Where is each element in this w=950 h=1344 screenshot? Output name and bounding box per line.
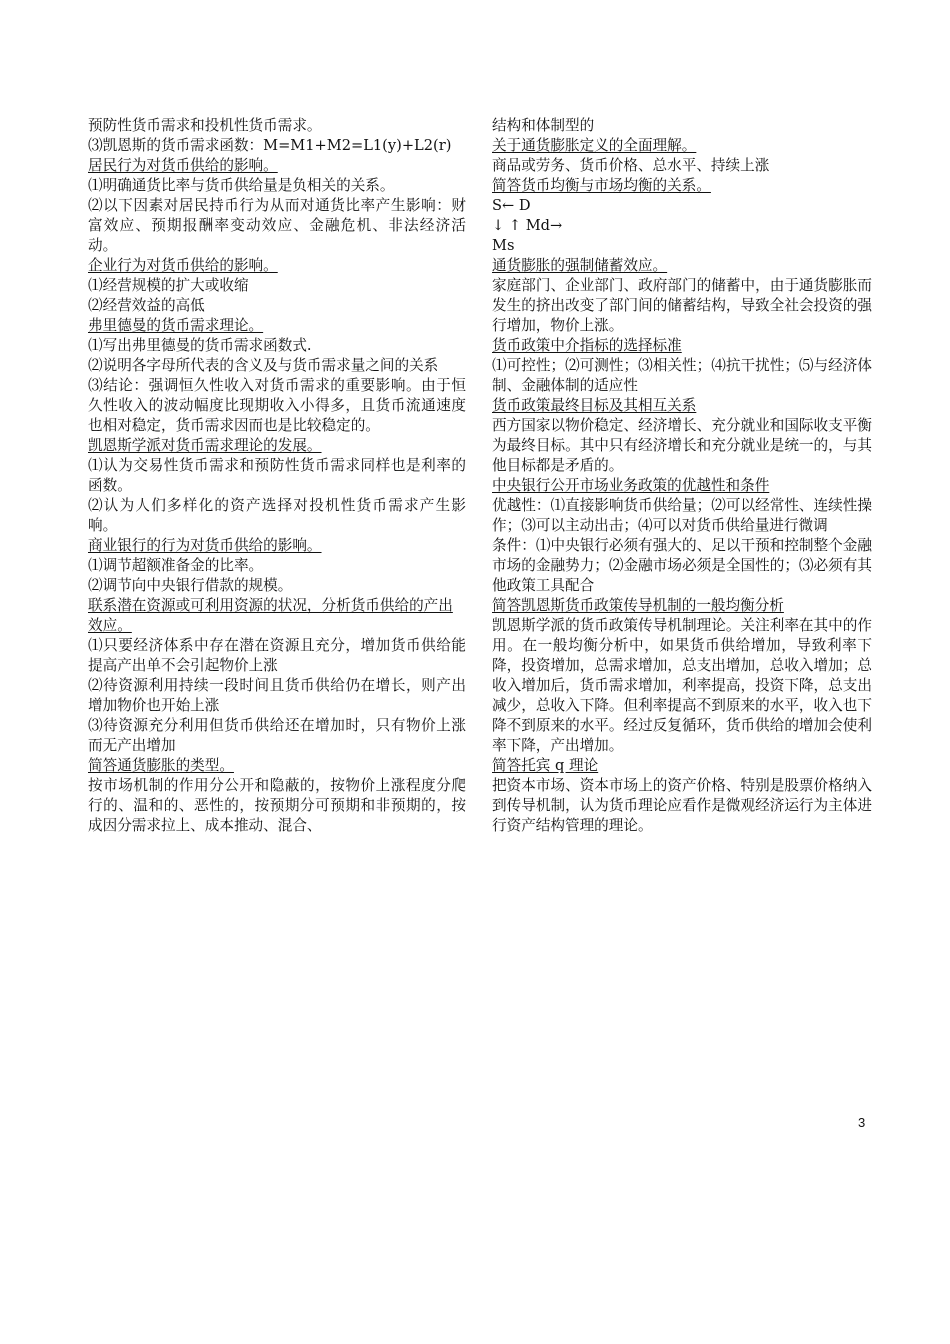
section-heading: 中央银行公开市场业务政策的优越性和条件 — [492, 477, 770, 494]
section-heading: 货币政策中介指标的选择标准 — [492, 337, 682, 354]
paragraph: ⑴认为交易性货币需求和预防性货币需求同样也是利率的函数。 — [88, 457, 466, 494]
paragraph: Ms — [492, 237, 515, 254]
section-heading: 通货膨胀的强制储蓄效应。 — [492, 257, 668, 274]
paragraph: ⑴经营规模的扩大或收缩 — [88, 277, 249, 294]
paragraph: 优越性：⑴直接影响货币供给量；⑵可以经常性、连续性操作；⑶可以主动出击；⑷可以对货币供给量进行微调 — [492, 497, 872, 534]
page-number: 3 — [858, 1115, 866, 1130]
paragraph: ⑵认为人们多样化的资产选择对投机性货币需求产生影响。 — [88, 497, 466, 534]
paragraph: 凯恩斯学派的货币政策传导机制理论。关注利率在其中的作用。在一般均衡分析中，如果货币供给增加，导致利率下降，投资增加，总需求增加，总支出增加，总收入增加；总收入增加后，货币需求增加，利率提高，投资下降，总支出减少，总收入下降。但利率提高不到原来的水平，收入也下降不到原来的水平。经过反复循环，货币供给的增加会使利率下降，产出增加。 — [492, 617, 872, 754]
section-heading: 弗里德曼的货币需求理论。 — [88, 317, 264, 334]
paragraph: 家庭部门、企业部门、政府部门的储蓄中，由于通货膨胀而发生的挤出改变了部门间的储蓄结构，导致全社会投资的强行增加，物价上涨。 — [492, 277, 872, 334]
paragraph: ⑶结论：强调恒久性收入对货币需求的重要影响。由于恒久性收入的波动幅度比现期收入小得多，且货币流通速度也相对稳定，货币需求因而也是比较稳定的。 — [88, 377, 466, 434]
right-column — [492, 116, 872, 836]
paragraph: ⑶待资源充分利用但货币供给还在增加时，只有物价上涨而无产出增加 — [88, 717, 466, 754]
left-column — [88, 116, 466, 836]
section-heading: 简答通货膨胀的类型。 — [88, 757, 234, 774]
paragraph: S← D — [492, 197, 531, 214]
section-heading: 居民行为对货币供给的影响。 — [88, 157, 278, 174]
section-heading: 简答托宾 q 理论 — [492, 757, 599, 774]
paragraph: ⑶凯恩斯的货币需求函数：M=M1+M2=L1(y)+L2(r) — [88, 137, 452, 154]
paragraph: 按市场机制的作用分公开和隐蔽的，按物价上涨程度分爬行的、温和的、恶性的，按预期分可预期和非预期的，按成因分需求拉上、成本推动、混合、 — [88, 777, 466, 834]
section-heading: 简答凯恩斯货币政策传导机制的一般均衡分析 — [492, 597, 784, 614]
paragraph: ↓ ↑ Md→ — [492, 217, 563, 234]
paragraph: ⑵以下因素对居民持币行为从而对通货比率产生影响：财富效应、预期报酬率变动效应、金融危机、非法经济活动。 — [88, 197, 466, 254]
section-heading: 商业银行的行为对货币供给的影响。 — [88, 537, 322, 554]
paragraph: 把资本市场、资本市场上的资产价格、特别是股票价格纳入到传导机制，认为货币理论应看作是微观经济运行为主体进行资产结构管理的理论。 — [492, 777, 872, 834]
paragraph: ⑴明确通货比率与货币供给量是负相关的关系。 — [88, 177, 395, 194]
paragraph: ⑵经营效益的高低 — [88, 297, 205, 314]
section-heading: 简答货币均衡与市场均衡的关系。 — [492, 177, 711, 194]
section-heading: 货币政策最终目标及其相互关系 — [492, 397, 697, 414]
paragraph: 西方国家以物价稳定、经济增长、充分就业和国际收支平衡为最终目标。其中只有经济增长和充分就业是统一的，与其他目标都是矛盾的。 — [492, 417, 872, 474]
paragraph: 结构和体制型的 — [492, 117, 595, 134]
section-heading: 企业行为对货币供给的影响。 — [88, 257, 278, 274]
paragraph: ⑵待资源利用持续一段时间且货币供给仍在增长，则产出增加物价也开始上涨 — [88, 677, 466, 714]
paragraph: 商品或劳务、货币价格、总水平、持续上涨 — [492, 157, 770, 174]
section-heading: 凯恩斯学派对货币需求理论的发展。 — [88, 437, 322, 454]
paragraph: 预防性货币需求和投机性货币需求。 — [88, 117, 322, 134]
section-heading: 关于通货膨胀定义的全面理解。 — [492, 137, 697, 154]
paragraph: ⑴调节超额准备金的比率。 — [88, 557, 264, 574]
paragraph: 条件：⑴中央银行必须有强大的、足以干预和控制整个金融市场的金融势力；⑵金融市场必须是全国性的；⑶必须有其他政策工具配合 — [492, 537, 872, 594]
paragraph: ⑵调节向中央银行借款的规模。 — [88, 577, 293, 594]
paragraph: ⑵说明各字母所代表的含义及与货币需求量之间的关系 — [88, 357, 439, 374]
section-heading: 联系潜在资源或可利用资源的状况，分析货币供给的产出效应。 — [88, 597, 453, 634]
paragraph: ⑴写出弗里德曼的货币需求函数式. — [88, 337, 312, 354]
paragraph: ⑴只要经济体系中存在潜在资源且充分，增加货币供给能提高产出单不会引起物价上涨 — [88, 637, 466, 674]
paragraph: ⑴可控性；⑵可测性；⑶相关性；⑷抗干扰性；⑸与经济体制、金融体制的适应性 — [492, 357, 872, 394]
